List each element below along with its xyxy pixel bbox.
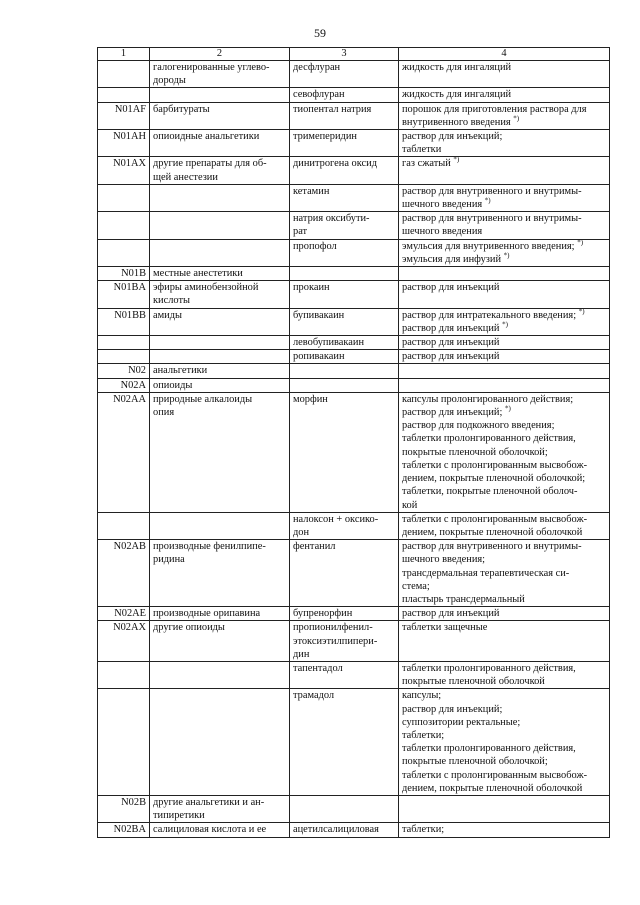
drug-name-cell — [290, 621, 399, 662]
group-name-cell — [150, 392, 290, 512]
dosage-form-cell-text: капсулы пролонгированного действия; раствор для инъекций; — [402, 393, 574, 419]
group-name-cell — [150, 336, 290, 350]
atc-code-cell — [98, 267, 150, 281]
drug-name-cell-text: налоксон + оксико- дон — [293, 513, 379, 538]
group-name-cell — [150, 689, 290, 796]
drug-name-cell-text: трамадол — [293, 690, 335, 702]
dosage-form-cell-text: таблетки пролонгированного действия, покрытые пленочной оболочкой — [402, 662, 576, 688]
table-row — [98, 61, 610, 88]
table-row — [98, 607, 610, 621]
drug-name-cell — [290, 281, 399, 308]
atc-code-cell-text: N02AE — [114, 608, 146, 620]
footnote-mark: *) — [513, 114, 520, 123]
table-row — [98, 621, 610, 662]
drug-name-cell — [290, 795, 399, 822]
atc-code-cell-text: N02AB — [113, 541, 146, 553]
group-name-cell — [150, 130, 290, 157]
dosage-form-cell-text: эмульсия для внутривенного введения; — [402, 240, 575, 252]
drug-name-cell — [290, 61, 399, 88]
footnote-mark: *) — [484, 196, 491, 205]
group-name-cell-text: амиды — [153, 309, 183, 321]
dosage-form-cell-text: раствор для инъекций — [402, 608, 500, 620]
group-name-cell-text: местные анестетики — [153, 268, 243, 280]
drug-name-cell — [290, 823, 399, 837]
drug-name-cell-text: прокаин — [293, 282, 330, 294]
group-name-cell — [150, 540, 290, 607]
dosage-form-cell-text: раствор для подкожного введения; таблетки пролонгированного действия, покрытые пленочной оболочкой; таблетки с пролонгированным высвобож- дением, покрытые пленочной оболочкой; таблетки, покрытые пленочной оболоч- кой — [402, 420, 588, 511]
dosage-form-cell — [399, 689, 610, 796]
dosage-form-cell — [399, 392, 610, 512]
column-number-4: 4 — [399, 48, 610, 61]
table-row — [98, 102, 610, 129]
group-name-cell — [150, 350, 290, 364]
atc-code-cell-text: N02B — [121, 796, 146, 808]
dosage-form-cell-text: раствор для внутривенного и внутримы- шечного введения; трансдермальная терапевтическая си- стема; пластырь трансдермальный — [402, 541, 582, 605]
drug-name-cell — [290, 364, 399, 378]
table-row — [98, 795, 610, 822]
table-row — [98, 661, 610, 688]
atc-code-cell-text: N02 — [128, 365, 146, 377]
group-name-cell — [150, 212, 290, 239]
drug-name-cell — [290, 130, 399, 157]
atc-code-cell — [98, 540, 150, 607]
group-name-cell-text: салициловая кислота и ее — [153, 824, 267, 836]
group-name-cell — [150, 267, 290, 281]
drug-name-cell — [290, 212, 399, 239]
atc-code-cell — [98, 661, 150, 688]
page-number: 59 — [314, 26, 326, 40]
atc-code-cell-text: N01BA — [113, 282, 146, 294]
table-row — [98, 88, 610, 102]
footnote-mark: *) — [503, 251, 510, 260]
footnote-mark: *) — [577, 239, 584, 247]
table-row — [98, 364, 610, 378]
group-name-cell-text: эфиры аминобензойной кислоты — [153, 282, 259, 307]
dosage-form-cell-text: раствор для интратекального введения; — [402, 309, 577, 321]
atc-code-cell — [98, 795, 150, 822]
dosage-form-cell — [399, 364, 610, 378]
table-header-row — [98, 48, 610, 61]
drug-table — [97, 47, 610, 838]
drug-name-cell-text: пропофол — [293, 240, 337, 252]
table-row — [98, 267, 610, 281]
group-name-cell-text: опиоидные анальгетики — [153, 131, 260, 143]
drug-name-cell-text: бупивакаин — [293, 309, 345, 321]
dosage-form-cell-text: таблетки с пролонгированным высвобож- дением, покрытые пленочной оболочкой — [402, 513, 588, 538]
column-number-1: 1 — [98, 48, 150, 61]
dosage-form-cell-text: жидкость для ингаляций — [402, 62, 512, 73]
atc-code-cell — [98, 336, 150, 350]
drug-name-cell-text: динитрогена оксид — [293, 158, 377, 170]
drug-name-cell — [290, 308, 399, 335]
dosage-form-cell — [399, 350, 610, 364]
atc-code-cell — [98, 392, 150, 512]
atc-code-cell — [98, 689, 150, 796]
drug-name-cell-text: левобупивакаин — [293, 337, 365, 349]
dosage-form-cell — [399, 607, 610, 621]
atc-code-cell — [98, 512, 150, 539]
drug-name-cell-text: пропионилфенил- этоксиэтилпипери- дин — [293, 622, 378, 660]
atc-code-cell — [98, 621, 150, 662]
drug-name-cell — [290, 239, 399, 266]
drug-name-cell-text: тримеперидин — [293, 131, 357, 143]
dosage-form-cell — [399, 540, 610, 607]
group-name-cell — [150, 157, 290, 184]
dosage-form-cell — [399, 336, 610, 350]
drug-name-cell — [290, 88, 399, 102]
atc-code-cell — [98, 378, 150, 392]
group-name-cell — [150, 102, 290, 129]
table-row — [98, 336, 610, 350]
drug-name-cell-text: ропивакаин — [293, 351, 345, 363]
dosage-form-cell — [399, 212, 610, 239]
atc-code-cell — [98, 350, 150, 364]
drug-name-cell — [290, 689, 399, 796]
atc-code-cell — [98, 88, 150, 102]
table-row — [98, 392, 610, 512]
drug-name-cell-text: тапентадол — [293, 662, 343, 674]
group-name-cell-text: галогенированные углево- дороды — [153, 62, 270, 87]
dosage-form-cell-text: раствор для инъекций — [402, 322, 500, 334]
group-name-cell-text: другие препараты для об- щей анестезии — [153, 158, 267, 183]
dosage-form-cell-text: жидкость для ингаляций — [402, 89, 512, 101]
dosage-form-cell-text: раствор для инъекций — [402, 282, 500, 294]
table-row — [98, 689, 610, 796]
drug-name-cell-text: севофлуран — [293, 89, 345, 101]
group-name-cell — [150, 607, 290, 621]
atc-code-cell-text: N01AH — [113, 131, 146, 143]
group-name-cell-text: производные фенилпипе- ридина — [153, 541, 266, 566]
table-row — [98, 157, 610, 184]
drug-name-cell — [290, 267, 399, 281]
drug-name-cell — [290, 157, 399, 184]
atc-code-cell — [98, 607, 150, 621]
group-name-cell — [150, 61, 290, 88]
dosage-form-cell-text: газ сжатый — [402, 158, 451, 170]
atc-code-cell-text: N01AF — [114, 103, 146, 115]
group-name-cell — [150, 239, 290, 266]
table-row — [98, 239, 610, 266]
dosage-form-cell — [399, 88, 610, 102]
group-name-cell-text: анальгетики — [153, 365, 208, 377]
drug-name-cell-text: десфлуран — [293, 62, 341, 73]
atc-code-cell-text: N01AX — [113, 158, 146, 170]
drug-name-cell — [290, 378, 399, 392]
drug-name-cell — [290, 512, 399, 539]
group-name-cell-text: природные алкалоиды опия — [153, 393, 253, 419]
drug-name-cell — [290, 184, 399, 211]
dosage-form-cell — [399, 267, 610, 281]
atc-code-cell — [98, 61, 150, 88]
table-row — [98, 281, 610, 308]
table-row — [98, 130, 610, 157]
atc-code-cell — [98, 364, 150, 378]
group-name-cell — [150, 88, 290, 102]
table-row — [98, 823, 610, 837]
group-name-cell — [150, 281, 290, 308]
dosage-form-cell — [399, 281, 610, 308]
drug-name-cell-text: ацетилсалициловая — [293, 824, 379, 836]
dosage-form-cell — [399, 823, 610, 837]
atc-code-cell — [98, 130, 150, 157]
group-name-cell-text: опиоиды — [153, 379, 193, 391]
dosage-form-cell — [399, 621, 610, 662]
dosage-form-cell-text: раствор для инъекций — [402, 337, 500, 349]
drug-name-cell — [290, 392, 399, 512]
dosage-form-cell-text: раствор для внутривенного и внутримы- шечного введения — [402, 185, 582, 211]
group-name-cell — [150, 795, 290, 822]
table-row — [98, 308, 610, 335]
drug-name-cell-text: фентанил — [293, 541, 336, 553]
group-name-cell — [150, 378, 290, 392]
drug-name-cell-text: тиопентал натрия — [293, 103, 372, 115]
atc-code-cell — [98, 308, 150, 335]
dosage-form-cell — [399, 61, 610, 88]
group-name-cell — [150, 364, 290, 378]
table-row — [98, 378, 610, 392]
dosage-form-cell — [399, 795, 610, 822]
dosage-form-cell-text: капсулы; раствор для инъекций; суппозитории ректальные; таблетки; таблетки пролонгированного действия, покрытые пленочной оболочкой; таблетки с пролонгированным высвобож- дением, покрытые пленочной оболочкой — [402, 690, 588, 794]
group-name-cell — [150, 308, 290, 335]
table-row — [98, 184, 610, 211]
dosage-form-cell — [399, 378, 610, 392]
group-name-cell — [150, 512, 290, 539]
group-name-cell — [150, 621, 290, 662]
dosage-form-cell-text: порошок для приготовления раствора для внутривенного введения — [402, 103, 587, 128]
dosage-form-cell-text: раствор для инъекций; таблетки — [402, 131, 503, 156]
dosage-form-cell-text: таблетки; — [402, 824, 445, 836]
dosage-form-cell — [399, 130, 610, 157]
dosage-form-cell-text: эмульсия для инфузий — [402, 253, 502, 265]
drug-name-cell-text: натрия оксибути- рат — [293, 213, 370, 238]
dosage-form-cell — [399, 308, 610, 335]
footnote-mark: *) — [504, 404, 511, 413]
drug-name-cell — [290, 102, 399, 129]
table-row — [98, 212, 610, 239]
atc-code-cell — [98, 281, 150, 308]
column-number-2: 2 — [150, 48, 290, 61]
drug-name-cell-text: кетамин — [293, 185, 330, 197]
group-name-cell — [150, 823, 290, 837]
drug-name-cell — [290, 661, 399, 688]
atc-code-cell-text: N02BA — [113, 824, 146, 836]
dosage-form-cell — [399, 184, 610, 211]
group-name-cell-text: производные орипавина — [153, 608, 261, 620]
table-row — [98, 512, 610, 539]
dosage-form-cell — [399, 512, 610, 539]
atc-code-cell-text: N02AA — [113, 393, 146, 405]
dosage-form-cell — [399, 661, 610, 688]
atc-code-cell — [98, 239, 150, 266]
group-name-cell — [150, 184, 290, 211]
atc-code-cell-text: N01BB — [114, 309, 146, 321]
atc-code-cell — [98, 157, 150, 184]
dosage-form-cell-text: таблетки защечные — [402, 622, 488, 634]
atc-code-cell-text: N02AX — [113, 622, 146, 634]
atc-code-cell-text: N02A — [120, 379, 146, 391]
atc-code-cell — [98, 823, 150, 837]
atc-code-cell — [98, 212, 150, 239]
drug-name-cell — [290, 540, 399, 607]
atc-code-cell — [98, 102, 150, 129]
dosage-form-cell — [399, 239, 610, 266]
dosage-form-cell — [399, 102, 610, 129]
footnote-mark: *) — [578, 308, 585, 316]
group-name-cell-text: другие анальгетики и ан- типиретики — [153, 796, 265, 822]
dosage-form-cell-text: раствор для внутривенного и внутримы- шечного введения — [402, 213, 582, 238]
atc-code-cell — [98, 184, 150, 211]
atc-code-cell-text: N01B — [121, 268, 146, 280]
group-name-cell-text: барбитураты — [153, 103, 210, 115]
column-number-3: 3 — [290, 48, 399, 61]
footnote-mark: *) — [453, 156, 460, 164]
drug-name-cell — [290, 607, 399, 621]
footnote-mark: *) — [502, 320, 508, 329]
table-row — [98, 540, 610, 607]
drug-name-cell-text: бупренорфин — [293, 608, 353, 620]
table-row — [98, 350, 610, 364]
dosage-form-cell-text: раствор для инъекций — [402, 351, 500, 363]
group-name-cell-text: другие опиоиды — [153, 622, 225, 634]
drug-name-cell — [290, 336, 399, 350]
dosage-form-cell — [399, 157, 610, 184]
drug-name-cell-text: морфин — [293, 393, 328, 405]
drug-name-cell — [290, 350, 399, 364]
group-name-cell — [150, 661, 290, 688]
